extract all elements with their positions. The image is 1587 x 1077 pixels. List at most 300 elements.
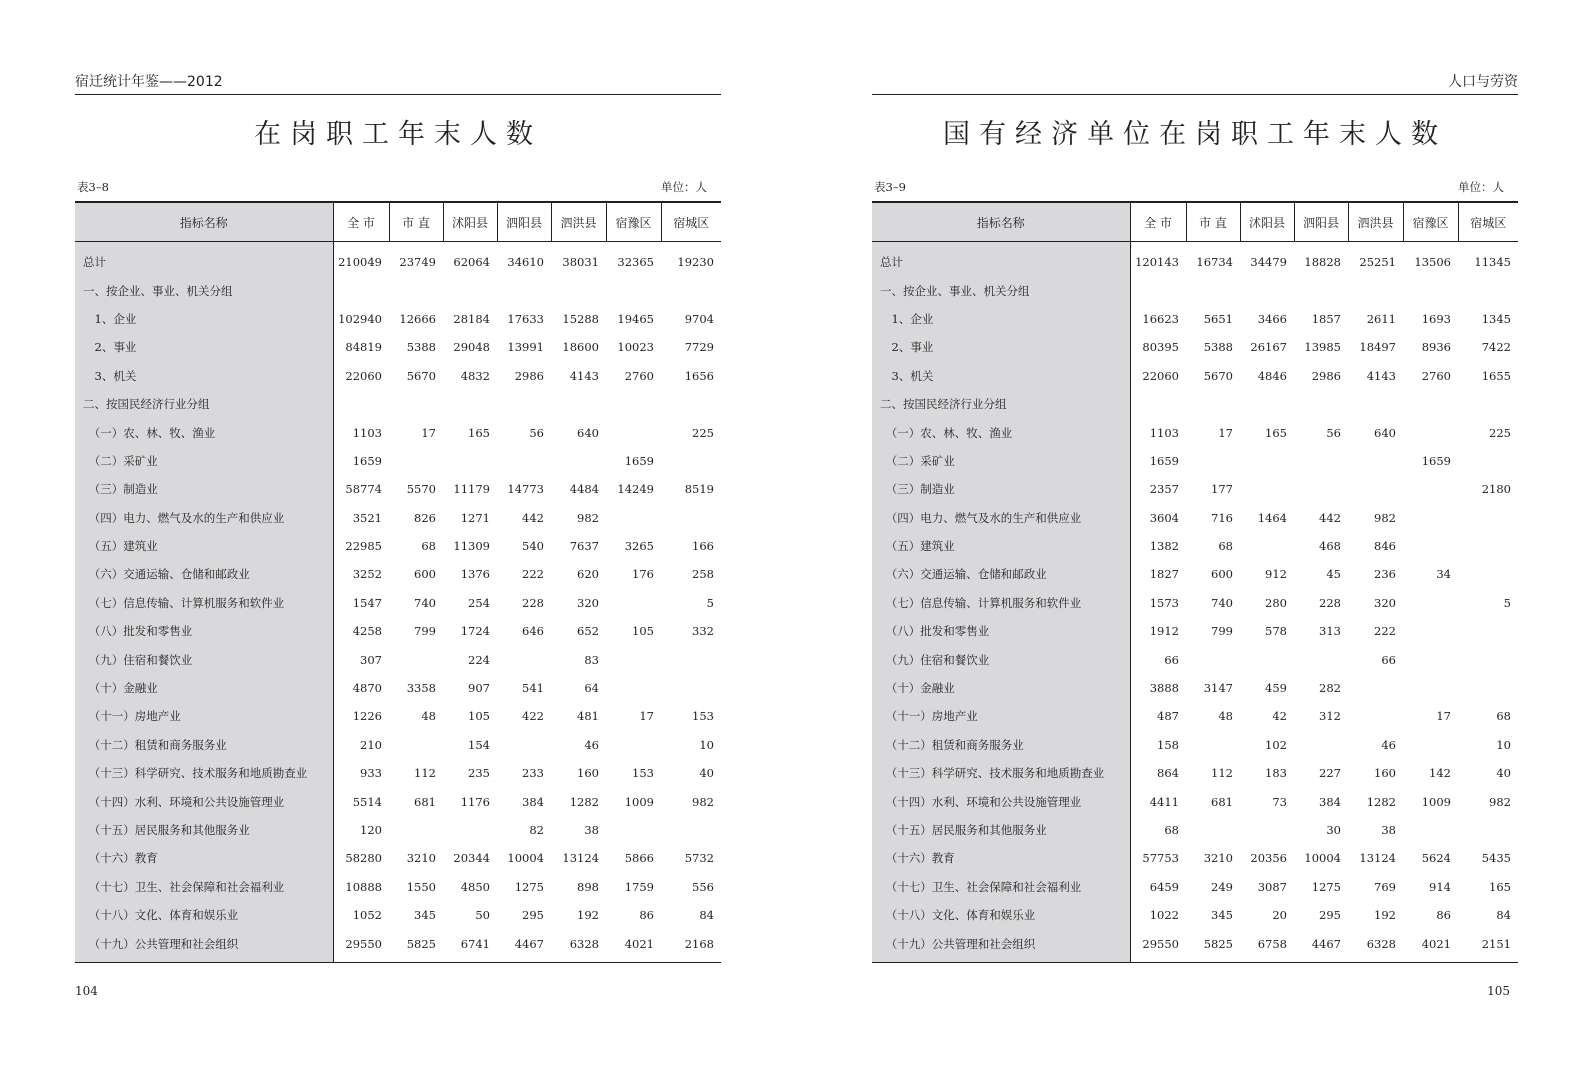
row-label: （十八）文化、体育和娱乐业 <box>872 901 1130 929</box>
table-row <box>872 674 1518 702</box>
cell-value: 153 <box>632 766 654 781</box>
table-row <box>872 362 1518 390</box>
cell-value <box>1186 731 1240 759</box>
cell-value: 1022 <box>1149 908 1179 923</box>
cell-value: 1656 <box>684 368 714 383</box>
cell-value: 6758 <box>1240 929 1294 962</box>
cell-value <box>606 276 661 304</box>
cell-value <box>1186 390 1240 418</box>
table-row <box>872 475 1518 503</box>
cell-value: 7422 <box>1481 340 1511 355</box>
cell-value <box>1403 674 1458 702</box>
cell-value: 235 <box>468 766 490 781</box>
table-row <box>872 504 1518 532</box>
cell-value: 13991 <box>507 340 544 355</box>
cell-value <box>1403 589 1458 617</box>
cell-value: 4021 <box>606 929 661 962</box>
cell-value: 11179 <box>453 482 490 497</box>
row-label: （三）制造业 <box>75 475 333 503</box>
row-label: 一、按企业、事业、机关分组 <box>75 276 333 304</box>
cell-value <box>1403 532 1458 560</box>
cell-value: 384 <box>522 794 544 809</box>
cell-value: 32365 <box>617 255 654 270</box>
cell-value: 10023 <box>617 340 654 355</box>
page-number: 105 <box>1487 984 1510 998</box>
table-row <box>872 816 1518 844</box>
cell-value <box>551 447 606 475</box>
cell-value <box>1458 816 1518 844</box>
cell-value: 295 <box>1319 908 1341 923</box>
cell-value: 1052 <box>352 908 382 923</box>
left-page <box>75 0 721 1077</box>
cell-value: 177 <box>1211 482 1233 497</box>
cell-value: 481 <box>577 709 599 724</box>
cell-value: 62064 <box>453 255 490 270</box>
cell-value: 1009 <box>1421 794 1451 809</box>
cell-value: 1103 <box>352 425 382 440</box>
cell-value: 80395 <box>1142 340 1179 355</box>
cell-value: 236 <box>1374 567 1396 582</box>
cell-value: 19230 <box>677 255 714 270</box>
column-header: 沭阳县 <box>1240 202 1294 242</box>
row-label: （十五）居民服务和其他服务业 <box>872 816 1130 844</box>
cell-value: 3604 <box>1149 510 1179 525</box>
cell-value: 105 <box>468 709 490 724</box>
table-row <box>75 504 721 532</box>
cell-value: 105 <box>632 624 654 639</box>
cell-value: 1655 <box>1481 368 1511 383</box>
cell-value: 1547 <box>352 595 382 610</box>
cell-value: 4870 <box>352 681 382 696</box>
column-header: 泗洪县 <box>1348 202 1403 242</box>
column-header: 全 市 <box>333 202 389 242</box>
cell-value: 345 <box>1211 908 1233 923</box>
cell-value: 740 <box>414 595 436 610</box>
cell-value: 16734 <box>1196 255 1233 270</box>
cell-value: 4411 <box>1149 794 1179 809</box>
cell-value <box>1348 276 1403 304</box>
table-header-row <box>872 202 1518 242</box>
cell-value: 1282 <box>1366 794 1396 809</box>
row-label: （十三）科学研究、技术服务和地质勘查业 <box>75 759 333 787</box>
cell-value: 225 <box>1489 425 1511 440</box>
cell-value: 646 <box>522 624 544 639</box>
cell-value: 681 <box>1211 794 1233 809</box>
column-header: 沭阳县 <box>443 202 497 242</box>
cell-value: 422 <box>522 709 544 724</box>
table-row <box>75 645 721 673</box>
cell-value <box>497 390 551 418</box>
table-row <box>75 418 721 446</box>
cell-value: 6459 <box>1149 879 1179 894</box>
cell-value: 3210 <box>406 851 436 866</box>
cell-value: 4258 <box>352 624 382 639</box>
table-row <box>75 532 721 560</box>
cell-value: 10 <box>699 737 714 752</box>
cell-value <box>1130 276 1186 304</box>
table-header-row <box>75 202 721 242</box>
cell-value: 864 <box>1157 766 1179 781</box>
column-header: 宿豫区 <box>1403 202 1458 242</box>
table-row <box>75 844 721 872</box>
cell-value <box>606 674 661 702</box>
cell-value: 1464 <box>1257 510 1287 525</box>
cell-value: 86 <box>1436 908 1451 923</box>
cell-value <box>497 276 551 304</box>
row-label: 一、按企业、事业、机关分组 <box>872 276 1130 304</box>
cell-value <box>1458 532 1518 560</box>
cell-value: 29550 <box>333 929 389 962</box>
cell-value: 165 <box>1265 425 1287 440</box>
row-label: （十七）卫生、社会保障和社会福利业 <box>872 873 1130 901</box>
cell-value: 982 <box>577 510 599 525</box>
table-row <box>872 731 1518 759</box>
cell-value: 640 <box>1374 425 1396 440</box>
cell-value: 8936 <box>1421 340 1451 355</box>
row-label: （七）信息传输、计算机服务和软件业 <box>75 589 333 617</box>
cell-value: 578 <box>1265 624 1287 639</box>
cell-value: 17 <box>1218 425 1233 440</box>
cell-value: 3888 <box>1149 681 1179 696</box>
cell-value: 82 <box>529 823 544 837</box>
cell-value: 84 <box>1496 908 1511 923</box>
row-label: （五）建筑业 <box>872 532 1130 560</box>
cell-value <box>1348 702 1403 730</box>
table-row <box>872 333 1518 361</box>
cell-value: 295 <box>522 908 544 923</box>
cell-value: 10004 <box>1304 851 1341 866</box>
cell-value: 540 <box>522 539 544 554</box>
cell-value: 1226 <box>352 709 382 724</box>
cell-value <box>1458 645 1518 673</box>
cell-value: 312 <box>1319 709 1341 724</box>
cell-value: 83 <box>584 652 599 667</box>
cell-value: 50 <box>475 908 490 923</box>
cell-value: 10888 <box>345 879 382 894</box>
cell-value: 10 <box>1496 737 1511 752</box>
page-title: 国有经济单位在岗职工年末人数 <box>943 119 1447 150</box>
cell-value: 1275 <box>1311 879 1341 894</box>
table-row <box>872 759 1518 787</box>
cell-value <box>497 731 551 759</box>
cell-value: 28184 <box>453 311 490 326</box>
cell-value <box>1186 645 1240 673</box>
cell-value: 20344 <box>453 851 490 866</box>
cell-value: 16623 <box>1142 311 1179 326</box>
cell-value: 5732 <box>684 851 714 866</box>
cell-value <box>1130 390 1186 418</box>
cell-value: 384 <box>1319 794 1341 809</box>
cell-value: 740 <box>1211 595 1233 610</box>
row-label: （十四）水利、环境和公共设施管理业 <box>75 787 333 815</box>
table-row <box>75 560 721 588</box>
cell-value: 17 <box>421 425 436 440</box>
table-row <box>872 645 1518 673</box>
cell-value: 3210 <box>1203 851 1233 866</box>
page-title: 在岗职工年末人数 <box>254 119 542 150</box>
cell-value: 23749 <box>399 255 436 270</box>
cell-value: 42 <box>1272 709 1287 724</box>
cell-value <box>606 731 661 759</box>
column-header: 泗洪县 <box>551 202 606 242</box>
cell-value <box>1348 674 1403 702</box>
cell-value: 8519 <box>684 482 714 497</box>
table-row <box>75 447 721 475</box>
row-label: （十）金融业 <box>872 674 1130 702</box>
cell-value: 600 <box>414 567 436 582</box>
cell-value <box>1403 418 1458 446</box>
cell-value: 22985 <box>345 539 382 554</box>
cell-value: 11345 <box>1474 255 1511 270</box>
row-label: （一）农、林、牧、渔业 <box>872 418 1130 446</box>
column-header: 宿城区 <box>661 202 721 242</box>
cell-value: 2760 <box>1421 368 1451 383</box>
table-number: 表3–9 <box>874 180 906 194</box>
cell-value <box>1403 816 1458 844</box>
cell-value: 933 <box>360 766 382 781</box>
table-row <box>75 929 721 962</box>
data-table <box>872 201 1518 963</box>
cell-value: 34 <box>1436 567 1451 582</box>
page-number: 104 <box>75 984 98 998</box>
cell-value <box>389 816 443 844</box>
cell-value: 5670 <box>1203 368 1233 383</box>
table-row <box>872 390 1518 418</box>
cell-value <box>1458 617 1518 645</box>
row-label: （六）交通运输、仓储和邮政业 <box>872 560 1130 588</box>
cell-value: 1659 <box>1421 453 1451 468</box>
cell-value: 982 <box>692 794 714 809</box>
row-label: 2、事业 <box>75 333 333 361</box>
table-row <box>872 418 1518 446</box>
cell-value <box>1240 276 1294 304</box>
cell-value: 332 <box>692 624 714 639</box>
column-header: 泗阳县 <box>497 202 551 242</box>
cell-value <box>1294 731 1348 759</box>
cell-value: 313 <box>1319 624 1341 639</box>
row-label: 3、机关 <box>872 362 1130 390</box>
cell-value: 1759 <box>624 879 654 894</box>
cell-value: 17 <box>1436 709 1451 724</box>
row-label: （十六）教育 <box>75 844 333 872</box>
cell-value: 4832 <box>460 368 490 383</box>
row-label: （十七）卫生、社会保障和社会福利业 <box>75 873 333 901</box>
cell-value: 153 <box>692 709 714 724</box>
cell-value: 18497 <box>1359 340 1396 355</box>
cell-value <box>443 276 497 304</box>
cell-value: 20 <box>1272 908 1287 923</box>
cell-value: 1345 <box>1481 311 1511 326</box>
row-label: （十二）租赁和商务服务业 <box>872 731 1130 759</box>
row-label: （七）信息传输、计算机服务和软件业 <box>872 589 1130 617</box>
cell-value <box>606 390 661 418</box>
cell-value <box>1403 645 1458 673</box>
table-row <box>75 617 721 645</box>
row-label: （八）批发和零售业 <box>75 617 333 645</box>
row-label: 二、按国民经济行业分组 <box>872 390 1130 418</box>
cell-value: 2180 <box>1481 482 1511 497</box>
row-label: （九）住宿和餐饮业 <box>75 645 333 673</box>
cell-value: 1271 <box>460 510 490 525</box>
row-label: （二）采矿业 <box>75 447 333 475</box>
cell-value: 176 <box>632 567 654 582</box>
cell-value: 222 <box>1374 624 1396 639</box>
cell-value: 48 <box>421 709 436 724</box>
cell-value: 13506 <box>1414 255 1451 270</box>
cell-value: 66 <box>1164 652 1179 667</box>
cell-value: 1282 <box>569 794 599 809</box>
cell-value: 4467 <box>1294 929 1348 962</box>
row-label: （十六）教育 <box>872 844 1130 872</box>
cell-value: 10004 <box>507 851 544 866</box>
cell-value: 898 <box>577 879 599 894</box>
cell-value <box>389 447 443 475</box>
table-row <box>75 276 721 304</box>
cell-value <box>443 816 497 844</box>
table-row <box>872 242 1518 277</box>
cell-value <box>333 276 389 304</box>
cell-value: 1659 <box>1149 453 1179 468</box>
cell-value: 12666 <box>399 311 436 326</box>
cell-value: 5514 <box>352 794 382 809</box>
row-label: 3、机关 <box>75 362 333 390</box>
cell-value <box>661 816 721 844</box>
cell-value: 5388 <box>1203 340 1233 355</box>
running-head: 宿迁统计年鉴——2012 <box>75 74 721 95</box>
cell-value: 1724 <box>460 624 490 639</box>
table-row <box>75 475 721 503</box>
cell-value: 46 <box>584 737 599 752</box>
cell-value: 249 <box>1211 879 1233 894</box>
unit-label: 单位：人 <box>661 180 707 194</box>
cell-value: 2986 <box>1311 368 1341 383</box>
cell-value <box>1240 390 1294 418</box>
cell-value <box>1348 390 1403 418</box>
cell-value: 30 <box>1326 823 1341 837</box>
cell-value: 233 <box>522 766 544 781</box>
row-label: 1、企业 <box>75 305 333 333</box>
cell-value <box>551 390 606 418</box>
cell-value: 9704 <box>684 311 714 326</box>
running-head: 人口与劳资 <box>872 74 1518 95</box>
cell-value <box>389 645 443 673</box>
cell-value: 66 <box>1381 652 1396 667</box>
row-label: （二）采矿业 <box>872 447 1130 475</box>
table-row <box>872 617 1518 645</box>
cell-value <box>606 504 661 532</box>
row-label: 总计 <box>872 242 1130 277</box>
cell-value <box>661 447 721 475</box>
table-meta <box>77 180 717 196</box>
column-header: 宿城区 <box>1458 202 1518 242</box>
cell-value <box>1186 276 1240 304</box>
cell-value: 56 <box>529 425 544 440</box>
cell-value <box>661 504 721 532</box>
cell-value <box>389 276 443 304</box>
cell-value <box>1186 447 1240 475</box>
cell-value <box>1458 390 1518 418</box>
cell-value: 112 <box>1211 766 1233 781</box>
cell-value <box>1240 447 1294 475</box>
cell-value: 799 <box>1211 624 1233 639</box>
cell-value: 1382 <box>1149 539 1179 554</box>
table-meta <box>874 180 1514 196</box>
cell-value: 442 <box>522 510 544 525</box>
cell-value <box>443 390 497 418</box>
cell-value <box>661 645 721 673</box>
cell-value <box>1294 645 1348 673</box>
cell-value <box>661 390 721 418</box>
cell-value <box>1403 475 1458 503</box>
cell-value: 280 <box>1265 595 1287 610</box>
table-row <box>872 787 1518 815</box>
cell-value: 68 <box>1164 823 1179 837</box>
row-label: （十八）文化、体育和娱乐业 <box>75 901 333 929</box>
cell-value: 4143 <box>569 368 599 383</box>
cell-value: 64 <box>584 681 599 696</box>
unit-label: 单位：人 <box>1458 180 1504 194</box>
row-label: 总计 <box>75 242 333 277</box>
cell-value: 3252 <box>352 567 382 582</box>
right-page <box>872 0 1518 1077</box>
cell-value: 120143 <box>1135 255 1179 270</box>
cell-value: 14249 <box>617 482 654 497</box>
cell-value: 1550 <box>406 879 436 894</box>
cell-value: 282 <box>1319 681 1341 696</box>
cell-value: 160 <box>577 766 599 781</box>
row-label: （五）建筑业 <box>75 532 333 560</box>
cell-value <box>1403 617 1458 645</box>
cell-value: 982 <box>1489 794 1511 809</box>
row-label: （八）批发和零售业 <box>872 617 1130 645</box>
row-label: （十）金融业 <box>75 674 333 702</box>
column-header: 泗阳县 <box>1294 202 1348 242</box>
cell-value: 307 <box>360 652 382 667</box>
cell-value: 17633 <box>507 311 544 326</box>
cell-value <box>1240 475 1294 503</box>
cell-value <box>333 390 389 418</box>
cell-value: 1659 <box>352 453 382 468</box>
row-label: 二、按国民经济行业分组 <box>75 390 333 418</box>
table-row <box>75 702 721 730</box>
cell-value: 468 <box>1319 539 1341 554</box>
cell-value: 183 <box>1265 766 1287 781</box>
cell-value <box>1458 674 1518 702</box>
cell-value: 5 <box>1503 595 1511 610</box>
row-label: （十九）公共管理和社会组织 <box>872 929 1130 962</box>
cell-value: 1912 <box>1149 624 1179 639</box>
cell-value <box>661 674 721 702</box>
cell-value: 25251 <box>1359 255 1396 270</box>
cell-value: 1176 <box>460 794 490 809</box>
cell-value <box>1458 504 1518 532</box>
table-row <box>872 929 1518 962</box>
cell-value: 228 <box>1319 595 1341 610</box>
cell-value: 210 <box>360 737 382 752</box>
cell-value: 192 <box>577 908 599 923</box>
table-row <box>75 816 721 844</box>
table-row <box>75 362 721 390</box>
table-row <box>872 276 1518 304</box>
cell-value: 11309 <box>453 539 490 554</box>
cell-value: 1103 <box>1149 425 1179 440</box>
cell-value: 73 <box>1272 794 1287 809</box>
cell-value: 2760 <box>624 368 654 383</box>
cell-value: 58280 <box>345 851 382 866</box>
table-row <box>75 589 721 617</box>
cell-value: 4021 <box>1403 929 1458 962</box>
cell-value <box>606 645 661 673</box>
